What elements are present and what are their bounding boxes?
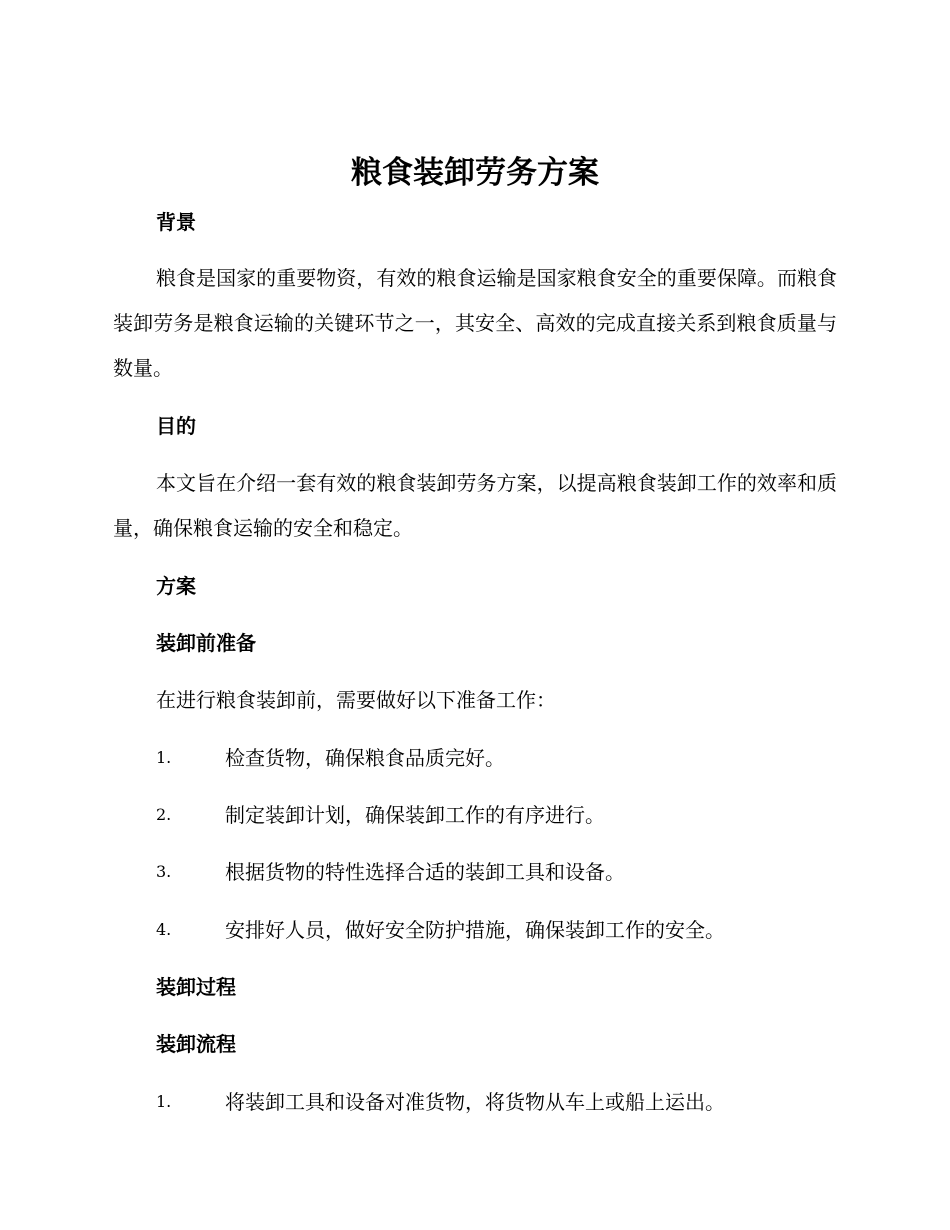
list-number: 3.	[156, 862, 172, 881]
list-text: 制定装卸计划，确保装卸工作的有序进行。	[225, 803, 605, 827]
document-title: 粮食装卸劳务方案	[351, 155, 599, 191]
list-item	[156, 800, 856, 830]
subsection-heading-preparation: 装卸前准备	[156, 631, 256, 655]
section-heading-purpose: 目的	[156, 414, 196, 438]
list-item	[156, 915, 856, 945]
list-item	[156, 743, 856, 773]
list-number: 1.	[156, 1092, 172, 1111]
list-text: 检查货物，确保粮食品质完好。	[225, 746, 505, 770]
list-item	[156, 857, 856, 887]
list-text: 将装卸工具和设备对准货物，将货物从车上或船上运出。	[225, 1090, 725, 1114]
subsection-heading-flow: 装卸流程	[156, 1032, 236, 1056]
list-item	[156, 1087, 856, 1117]
list-text: 安排好人员，做好安全防护措施，确保装卸工作的安全。	[225, 918, 725, 942]
section-heading-plan: 方案	[156, 574, 196, 598]
preparation-intro: 在进行粮食装卸前，需要做好以下准备工作：	[156, 688, 556, 712]
list-text: 根据货物的特性选择合适的装卸工具和设备。	[225, 860, 625, 884]
subsection-heading-process: 装卸过程	[156, 975, 236, 999]
list-number: 4.	[156, 920, 172, 939]
paragraph-purpose: 本文旨在介绍一套有效的粮食装卸劳务方案，以提高粮食装卸工作的效率和质量，确保粮食运输的安全和稳定。	[113, 471, 837, 540]
list-number: 1.	[156, 748, 172, 767]
section-heading-background: 背景	[156, 210, 196, 234]
paragraph-background: 粮食是国家的重要物资，有效的粮食运输是国家粮食安全的重要保障。而粮食装卸劳务是粮食运输的关键环节之一，其安全、高效的完成直接关系到粮食质量与数量。	[113, 266, 837, 380]
list-number: 2.	[156, 805, 172, 824]
